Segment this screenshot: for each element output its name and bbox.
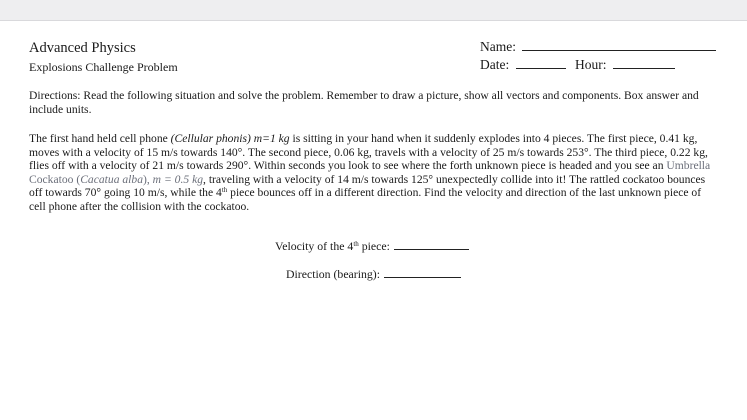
worksheet-page [0,21,747,420]
name-label: Name: [480,39,516,54]
directions-paragraph [29,89,719,116]
hour-label: Hour: [575,57,607,72]
velocity-label: Velocity of the 4 [275,239,354,253]
direction-label: Direction (bearing): [286,267,381,281]
velocity-label-suffix: piece: [358,239,390,253]
velocity-blank [394,238,469,250]
problem-text-3: , traveling with a velocity of 14 m/s towards 125° unexpectedly collide into it! The rattled cockatoo bounces off towards 70° going 10 m/s, while the 4 [29,172,706,200]
bird-name: Umbrella Cockatoo ( [29,159,711,186]
species-name-bird: Cacatua alba [80,172,144,186]
bird-close: ), [143,172,150,186]
name-field [480,39,716,55]
date-label: Date: [480,57,510,72]
problem-text-2: is sitting in your hand when it suddenly explodes into 4 pieces. The first piece, 0.41 kg, moves with a velocity of 15 m/s towards 140°. The second piece, 0.06 kg, travels with a velocity of 25 m/s towards 253°. The third piece, 0.22 kg, flies off with a velocity of 21 m/s towards 290°. Within seconds you look to see where the forth unknown piece is headed and you see an [29,132,708,173]
direction-answer-line [286,266,461,282]
velocity-superscript: th [353,240,359,248]
species-name-phone: (Cellular phonis) [170,132,251,145]
hour-blank [613,57,675,69]
date-hour-field [480,57,675,73]
directions-text: Directions: Read the following situation and solve the problem. Remember to draw a picture, show all vectors and components. Box answer and include units. [29,89,699,116]
superscript-th: th [221,186,228,195]
bird-mass: m = 0.5 kg [149,172,204,186]
problem-text-4: piece bounces off in a different direction. Find the velocity and direction of the last unknown piece of cell phone after the collision with the cockatoo. [29,186,702,213]
date-blank [516,57,566,69]
course-title: Advanced Physics [29,40,136,56]
direction-blank [384,266,461,278]
velocity-answer-line [275,238,469,254]
problem-text-1: The first hand held cell phone [29,132,171,145]
window-top-bar [0,0,747,21]
name-blank [522,39,716,51]
problem-paragraph [29,132,719,214]
worksheet-subtitle: Explosions Challenge Problem [29,60,178,74]
phone-mass: m=1 kg [250,132,290,145]
